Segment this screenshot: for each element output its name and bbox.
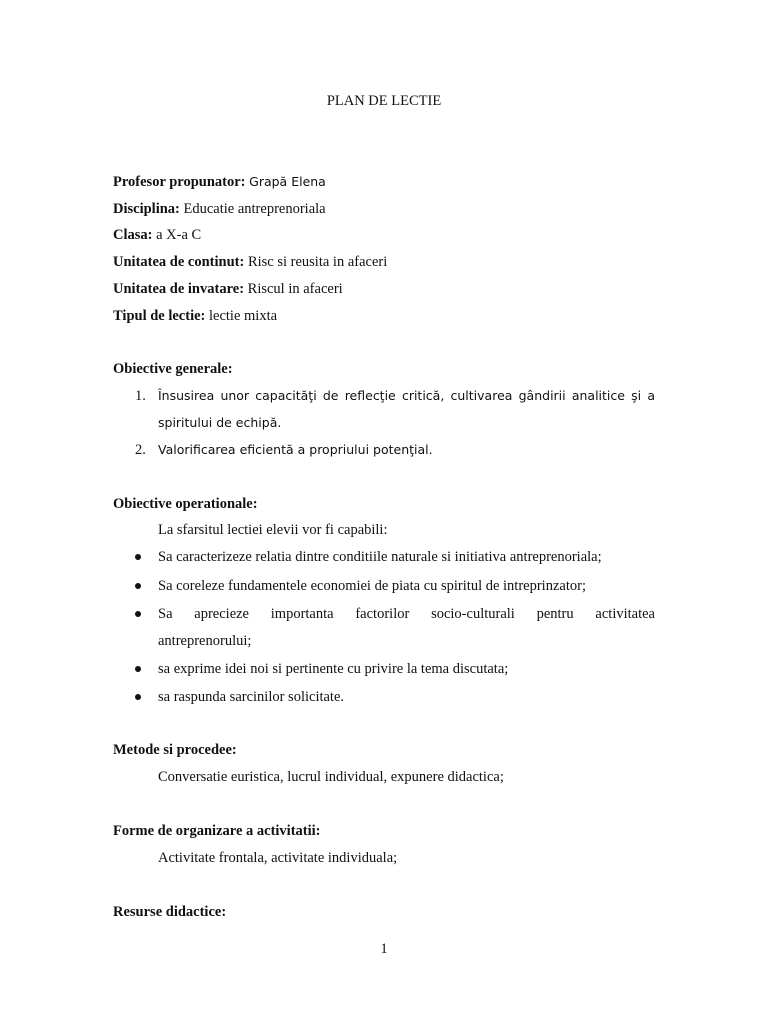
bullet-icon xyxy=(135,666,141,672)
obiective-generale-heading: Obiective generale: xyxy=(113,361,233,377)
unitatea-invatare-label: Unitatea de invatare: xyxy=(113,281,245,297)
forme-heading: Forme de organizare a activitatii: xyxy=(113,823,321,839)
unitatea-continut-value: Risc si reusita in afaceri xyxy=(247,254,388,270)
list-item-line1: Sa caracterizeze relatia dintre conditiile naturale si initiativa antreprenoriala; xyxy=(158,549,602,565)
clasa-label: Clasa: xyxy=(113,227,153,243)
info-profesor xyxy=(113,172,326,192)
bullet-icon xyxy=(135,611,141,617)
page-number: 1 xyxy=(380,941,388,957)
obiective-operationale-heading: Obiective operationale: xyxy=(113,496,258,512)
bullet-icon xyxy=(135,694,141,700)
unitatea-invatare-value: Riscul in afaceri xyxy=(247,281,343,297)
metode-text: Conversatie euristica, lucrul individual, expunere didactica; xyxy=(158,769,504,785)
info-tipul xyxy=(113,306,277,326)
obiective-operationale-intro: La sfarsitul lectiei elevii vor fi capabili: xyxy=(158,522,388,538)
profesor-value: Grapă Elena xyxy=(249,174,326,189)
list-number: 1. xyxy=(135,388,146,404)
tipul-label: Tipul de lectie: xyxy=(113,308,206,324)
metode-heading: Metode si procedee: xyxy=(113,742,237,758)
info-unitatea-continut xyxy=(113,252,387,272)
forme-text: Activitate frontala, activitate individuala; xyxy=(158,850,398,866)
document-title: PLAN DE LECTIE xyxy=(326,93,442,109)
list-item-line1: Sa aprecieze importanta factorilor socio-culturali pentru activitatea xyxy=(158,606,655,622)
info-clasa xyxy=(113,225,201,245)
list-item-line1: Sa coreleze fundamentele economiei de piata cu spiritul de intreprinzator; xyxy=(158,578,586,594)
list-item-line1: sa raspunda sarcinilor solicitate. xyxy=(158,689,345,705)
list-item-line1: Însusirea unor capacităţi de reflecţie critică, cultivarea gândirii analitice şi a xyxy=(158,388,655,403)
clasa-value: a X-a C xyxy=(156,227,202,243)
disciplina-value: Educatie antreprenoriala xyxy=(183,201,326,217)
bullet-icon xyxy=(135,583,141,589)
disciplina-label: Disciplina: xyxy=(113,201,180,217)
tipul-value: lectie mixta xyxy=(209,308,278,324)
profesor-label: Profesor propunator: xyxy=(113,174,246,190)
resurse-heading: Resurse didactice: xyxy=(113,904,227,920)
list-item-line1: sa exprime idei noi si pertinente cu privire la tema discutata; xyxy=(158,661,509,677)
list-item-line2: spiritului de echipă. xyxy=(158,415,282,430)
info-disciplina xyxy=(113,199,326,219)
info-unitatea-invatare xyxy=(113,279,343,299)
list-item-line2: antreprenorului; xyxy=(158,633,252,649)
list-number: 2. xyxy=(135,442,146,458)
unitatea-continut-label: Unitatea de continut: xyxy=(113,254,245,270)
list-item-line1: Valorificarea eficientă a propriului potenţial. xyxy=(158,442,433,457)
bullet-icon xyxy=(135,554,141,560)
